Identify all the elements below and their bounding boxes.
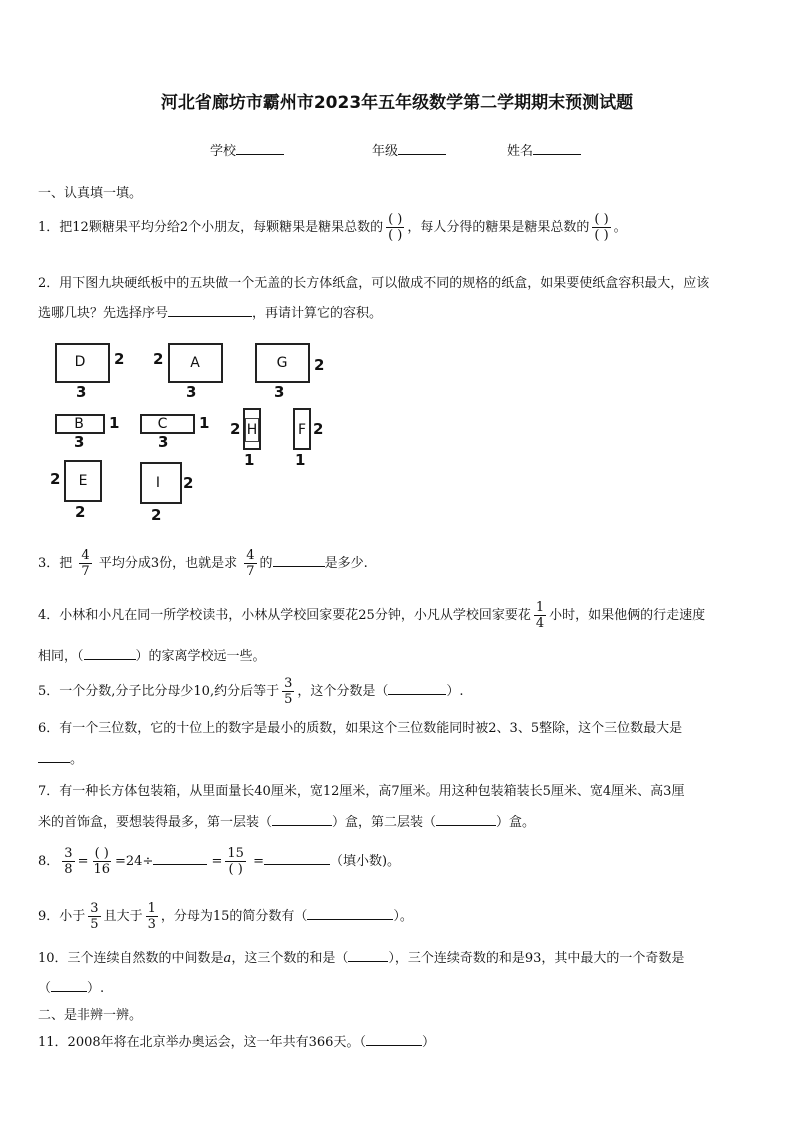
q7-text-a: 米的首饰盒，要想装得最多，第一层装（ [38,815,273,830]
board-e-height: 2 [50,470,61,488]
q8-fraction-2 [91,846,112,877]
q2-blank [168,303,252,317]
q10-text-d: （ [38,981,52,996]
q10-text-c: ），三个连续奇数的和是93，其中最大的一个奇数是 [388,951,685,966]
q5-text-c: ）. [446,684,464,699]
section-2-heading: 二、是非辨一辨。 [38,1008,143,1023]
q1-fraction-1 [386,212,404,243]
q4-blank [84,646,136,660]
board-f-letter: F [297,422,307,438]
board-i-height: 2 [183,474,194,492]
q10-text-e: ）. [87,981,105,996]
q4-text-b: 小时，如果他俩的行走速度 [549,608,706,623]
q9-fraction-1 [88,901,100,932]
board-e-letter: E [78,473,88,489]
q3-text-a: 3．把 [38,556,73,571]
board-c-height: 1 [199,414,210,432]
q9-text-a: 9．小于 [38,909,86,924]
q3-f2-num: 4 [246,548,255,563]
q1-frac2-num: ( ) [594,212,609,227]
q8-f1-den: 8 [64,862,73,877]
school-label: 学校 [210,144,237,159]
q1-text-c: 。 [613,220,627,235]
q5-fraction [282,676,294,707]
q9-text-c: ，分母为15的简分数有（ [160,909,308,924]
q10-blank-2 [51,978,87,992]
q1-fraction-2 [592,212,610,243]
question-2-line-2 [38,302,382,321]
q8-eq-1: = [77,854,89,869]
q8-fraction-1 [62,846,74,877]
q3-text-c: 的 [259,556,273,571]
question-7-line-1: 7．有一种长方体包装箱，从里面量长40厘米，宽12厘米，高7厘米。用这种包装箱装长5厘米、宽4厘米、高3厘 [38,784,685,799]
q9-text-d: ）。 [393,909,413,924]
board-b-letter: B [74,416,84,432]
q3-blank [273,553,325,567]
q7-text-b: ）盒，第二层装（ [332,815,437,830]
question-10-line-2 [38,977,104,996]
q7-blank-2 [436,812,496,826]
q3-f1-num: 4 [81,548,90,563]
q1-text-b: ，每人分得的糖果是糖果总数的 [407,220,590,235]
q9-text-b: 且大于 [103,909,143,924]
q9-f1-den: 5 [90,917,99,932]
question-4-line-1 [38,600,705,631]
board-i-letter: I [155,475,161,491]
q8-label: 8． [38,854,60,869]
q10-variable: a [223,951,232,966]
q8-blank-1 [153,851,207,865]
q5-num: 3 [284,676,293,691]
q7-blank-1 [272,812,332,826]
board-h-width: 1 [244,451,255,469]
board-g-height: 2 [314,356,325,374]
question-9 [38,901,413,932]
board-b-width: 3 [74,433,85,451]
q8-f2-num: ( ) [94,846,109,861]
board-d-width: 3 [76,383,87,401]
grade-blank [398,141,446,155]
q8-eq-2: = [211,854,223,869]
grade-label: 年级 [372,144,399,159]
board-a-letter: A [190,355,200,371]
q5-text-b: ，这个分数是（ [297,684,389,699]
q8-f3-num: 15 [227,846,244,861]
question-11 [38,1031,435,1050]
board-f-width: 1 [295,451,306,469]
q9-f1-num: 3 [90,901,99,916]
q4-text-d: ）的家离学校远一些。 [135,649,266,664]
board-a-width: 3 [186,383,197,401]
q8-blank-2 [264,851,330,865]
q3-fraction-2 [244,548,256,579]
name-blank [533,141,581,155]
board-f-height: 2 [313,420,324,438]
question-1 [38,212,627,243]
q1-frac1-den: ( ) [388,228,403,243]
q9-blank [307,906,393,920]
q4-text-c: 相同，（ [38,649,84,664]
q6-blank [38,749,70,763]
name-label: 姓名 [507,144,534,159]
question-6-line-2 [38,748,83,767]
question-5 [38,676,464,707]
q10-text-a: 10．三个连续自然数的中间数是 [38,951,224,966]
q5-text-a: 5．一个分数,分子比分母少10,约分后等于 [38,684,280,699]
name-field [507,140,581,159]
section-1-heading: 一、认真填一填。 [38,186,143,201]
question-4-line-2 [38,645,266,664]
q4-den: 4 [535,616,545,631]
board-c-width: 3 [158,433,169,451]
question-6-line-1: 6．有一个三位数，它的十位上的数字是最小的质数，如果这个三位数能同时被2、3、5整除，这个三位数最大是 [38,721,683,736]
q6-text-b: 。 [70,752,84,767]
q3-f2-den: 7 [246,564,255,579]
board-i-width: 2 [151,506,162,524]
board-h-height: 2 [230,420,241,438]
q11-blank [366,1032,422,1046]
q11-text-b: ） [421,1035,435,1050]
board-e-width: 2 [75,503,86,521]
q8-text-c: （填小数)。 [329,854,401,869]
q4-num: 1 [535,600,545,615]
q1-frac1-num: ( ) [388,212,403,227]
question-10-line-1 [38,947,684,966]
board-g-letter: G [276,355,288,371]
q8-f3-den: ( ) [228,862,243,877]
q5-den: 5 [284,692,293,707]
q1-frac2-den: ( ) [594,228,609,243]
q3-fraction-1 [79,548,91,579]
q5-blank [388,681,446,695]
q8-f1-num: 3 [64,846,73,861]
q3-text-b: 平均分成3份，也就是求 [98,556,238,571]
q4-fraction [534,600,546,631]
q8-f2-den: 16 [93,862,111,877]
school-blank [236,141,284,155]
q11-text-a: 11．2008年将在北京举办奥运会，这一年共有366天。（ [38,1035,366,1050]
board-c-letter: C [157,416,168,432]
q3-f1-den: 7 [81,564,90,579]
q8-text-b: =24÷ [115,854,154,869]
question-7-line-2 [38,811,535,830]
q3-text-d: 是多少. [324,556,368,571]
question-8 [38,846,400,877]
board-b-height: 1 [109,414,120,432]
q10-text-b: ，这三个数的和是（ [231,951,349,966]
school-field [210,140,284,159]
q1-text-a: 1．把12颗糖果平均分给2个小朋友，每颗糖果是糖果总数的 [38,220,384,235]
board-h-letter: H [245,418,259,442]
grade-field [372,140,446,159]
q2-text-a: 选哪几块？先选择序号 [38,306,169,321]
q9-fraction-2 [146,901,158,932]
page-title: 河北省廊坊市霸州市2023年五年级数学第二学期期末预测试题 [160,93,634,113]
q9-f2-num: 1 [147,901,156,916]
q4-text-a: 4．小林和小凡在同一所学校读书，小林从学校回家要花25分钟，小凡从学校回家要花 [38,608,531,623]
board-a-height: 2 [153,350,164,368]
question-3 [38,548,368,579]
question-2-line-1: 2．用下图九块硬纸板中的五块做一个无盖的长方体纸盒，可以做成不同的规格的纸盒，如果要使纸盒容积最大，应该 [38,276,710,291]
q2-text-b: ，再请计算它的容积。 [252,306,383,321]
q8-fraction-3 [225,846,246,877]
board-g-width: 3 [274,383,285,401]
q10-blank-1 [348,948,388,962]
board-d-letter: D [74,354,86,370]
q7-text-c: ）盒。 [496,815,536,830]
q9-f2-den: 3 [147,917,156,932]
board-d-height: 2 [114,350,125,368]
q8-eq-3: = [253,854,264,869]
